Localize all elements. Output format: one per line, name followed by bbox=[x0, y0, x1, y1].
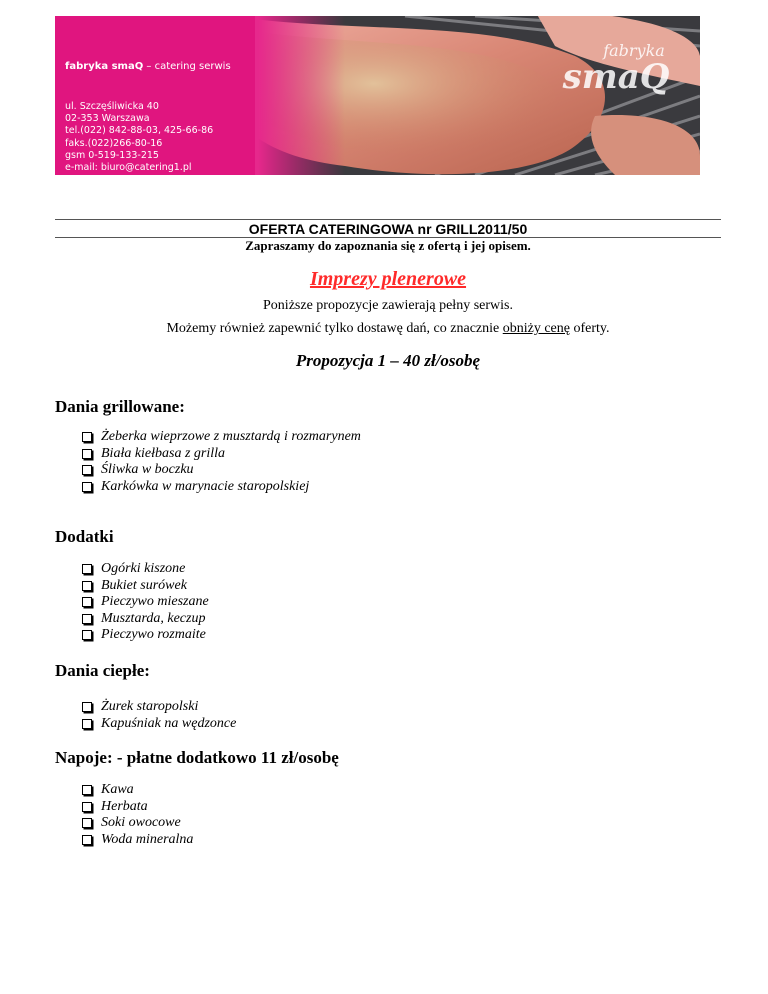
list-hot bbox=[82, 699, 236, 732]
intro-delivery-underlined: obniży cenę bbox=[502, 321, 570, 336]
checkbox-icon bbox=[82, 702, 92, 712]
section-title-grilled: Dania grillowane: bbox=[55, 397, 185, 416]
contact-gsm: gsm 0-519-133-215 bbox=[65, 149, 159, 161]
list-item bbox=[82, 611, 209, 628]
checkbox-icon bbox=[82, 719, 92, 729]
contact-fax: faks.(022)266-80-16 bbox=[65, 137, 163, 149]
list-item-text: Żeberka wieprzowe z musztardą i rozmarynem bbox=[101, 429, 361, 445]
contact-email: e-mail: biuro@catering1.pl bbox=[65, 162, 192, 174]
list-item-text: Pieczywo rozmaite bbox=[101, 627, 206, 643]
list-item-text: Kawa bbox=[101, 782, 134, 798]
list-item-text: Żurek staropolski bbox=[101, 699, 199, 715]
header-banner bbox=[55, 16, 700, 175]
list-item-text: Pieczywo mieszane bbox=[101, 594, 209, 610]
contact-phone: tel.(022) 842-88-03, 425-66-86 bbox=[65, 125, 214, 137]
list-drinks bbox=[82, 782, 193, 848]
contact-block bbox=[65, 101, 213, 174]
checkbox-icon bbox=[82, 818, 92, 828]
list-item-text: Bukiet surówek bbox=[101, 577, 187, 593]
list-item bbox=[82, 799, 193, 816]
logo-fabryka: fabryka bbox=[603, 41, 665, 60]
checkbox-icon bbox=[82, 564, 92, 574]
company-tagline: – catering serwis bbox=[143, 61, 231, 72]
list-item bbox=[82, 815, 193, 832]
list-item bbox=[82, 782, 193, 799]
list-item-text: Śliwka w boczku bbox=[101, 462, 194, 478]
offer-title: OFERTA CATERINGOWA nr GRILL2011/50 bbox=[248, 221, 528, 237]
proposal-title: Propozycja 1 – 40 zł/osobę bbox=[295, 351, 481, 370]
list-item-text: Soki owocowe bbox=[101, 815, 181, 831]
company-heading bbox=[65, 60, 231, 73]
list-item bbox=[82, 832, 193, 849]
checkbox-icon bbox=[82, 597, 92, 607]
checkbox-icon bbox=[82, 581, 92, 591]
intro-delivery bbox=[55, 320, 721, 337]
intro-full-service: Poniższe propozycje zawierają pełny serwis. bbox=[263, 298, 513, 313]
list-item-text: Herbata bbox=[101, 798, 148, 814]
contact-street: ul. Szczęśliwicka 40 bbox=[65, 101, 159, 112]
list-item-text: Kapuśniak na wędzonce bbox=[101, 715, 237, 731]
checkbox-icon bbox=[82, 614, 92, 624]
list-item bbox=[82, 627, 209, 644]
contact-city: 02-353 Warszawa bbox=[65, 113, 150, 125]
logo-smaq: smaQ bbox=[562, 57, 670, 97]
checkbox-icon bbox=[82, 432, 92, 442]
list-item-text: Karkówka w marynacie staropolskiej bbox=[101, 478, 310, 494]
list-item-text: Musztarda, keczup bbox=[101, 610, 206, 626]
checkbox-icon bbox=[82, 482, 92, 492]
offer-subtitle: Zapraszamy do zapoznania się z ofertą i jej opisem. bbox=[245, 238, 531, 253]
list-item bbox=[82, 446, 361, 463]
event-title: Imprezy plenerowe bbox=[309, 268, 467, 290]
list-item bbox=[82, 578, 209, 595]
section-title-extras: Dodatki bbox=[55, 527, 114, 546]
section-title-hot: Dania ciepłe: bbox=[55, 661, 150, 680]
list-grilled bbox=[82, 429, 361, 495]
checkbox-icon bbox=[82, 785, 92, 795]
list-item bbox=[82, 429, 361, 446]
company-name: fabryka smaQ bbox=[65, 61, 144, 72]
intro-delivery-end: oferty. bbox=[569, 321, 610, 336]
list-extras bbox=[82, 561, 209, 644]
smaq-logo bbox=[546, 38, 686, 98]
list-item bbox=[82, 462, 361, 479]
checkbox-icon bbox=[82, 802, 92, 812]
list-item bbox=[82, 479, 361, 496]
intro-delivery-text: Możemy również zapewnić tylko dostawę dań, co znacznie bbox=[166, 321, 503, 336]
list-item bbox=[82, 699, 236, 716]
checkbox-icon bbox=[82, 465, 92, 475]
list-item-text: Ogórki kiszone bbox=[101, 561, 186, 577]
list-item bbox=[82, 561, 209, 578]
list-item-text: Woda mineralna bbox=[101, 831, 194, 847]
section-title-drinks: Napoje: - płatne dodatkowo 11 zł/osobę bbox=[55, 748, 339, 767]
checkbox-icon bbox=[82, 630, 92, 640]
top-rule bbox=[55, 219, 721, 220]
list-item-text: Biała kiełbasa z grilla bbox=[101, 445, 226, 461]
list-item bbox=[82, 716, 236, 733]
checkbox-icon bbox=[82, 449, 92, 459]
checkbox-icon bbox=[82, 835, 92, 845]
list-item bbox=[82, 594, 209, 611]
